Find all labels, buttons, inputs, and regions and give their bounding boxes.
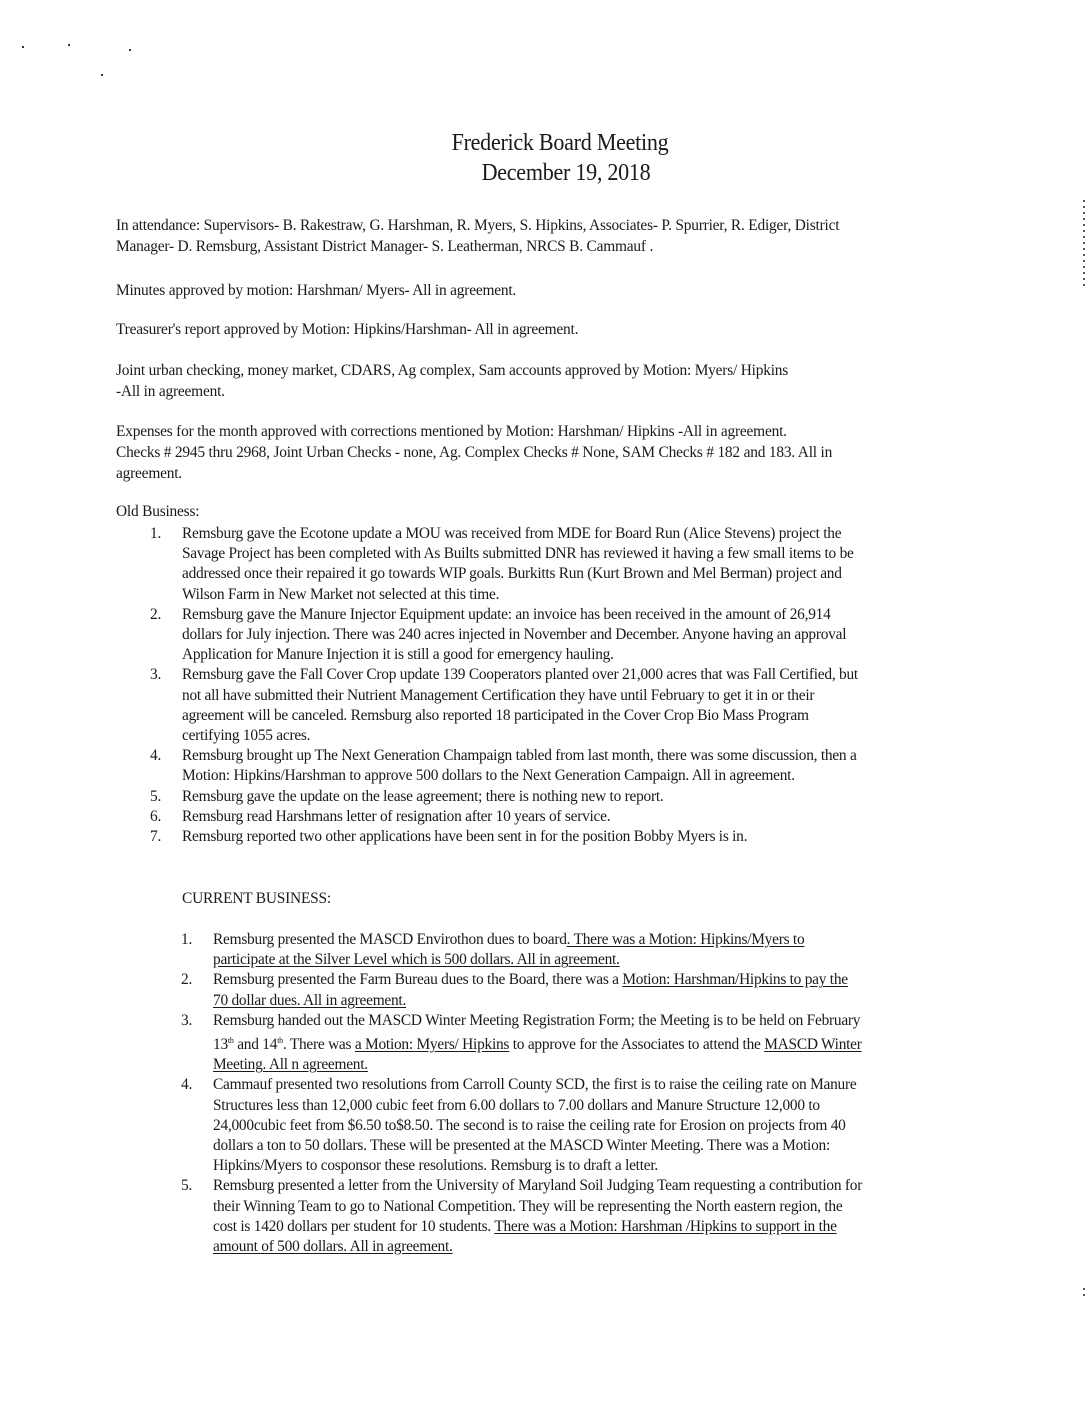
list-item: 1. Remsburg presented the MASCD Envirothon dues to board. There was a Motion: Hipkins/Myers to participate at the Silver Level which is 500 dollars. All in agreement. xyxy=(181,931,805,969)
list-item: 2. Remsburg gave the Manure Injector Equipment update: an invoice has been received in the amount of 26,914 dollars for July injection. There was 240 acres injected in November and December. Anyone having an approval Application for Manure Injection it is still a good for emergency hauling. xyxy=(150,605,847,664)
list-item: 3. Remsburg gave the Fall Cover Crop update 139 Cooperators planted over 21,000 acres that was Fall Certified, but not all have submitted their Nutrient Management Certification they have until February to get it in or their agreement will be canceled. Remsburg also reported 18 participated in the Cover Crop Bio Mass Program certifying 1055 acres. xyxy=(150,666,858,745)
old-business-list xyxy=(150,524,1002,847)
scan-edge-marks xyxy=(1083,1288,1085,1300)
list-item: 5. Remsburg presented a letter from the University of Maryland Soil Judging Team requesting a contribution for their Winning Team to go to National Competition. They will be representing the North eastern region, the cost is 1420 dollars per student for 10 students. There was a Motion: Harshman /Hipkins to support in the amount of 500 dollars. All in agreement. xyxy=(181,1177,863,1256)
scan-speck xyxy=(129,49,131,51)
treasurer-paragraph: Treasurer's report approved by Motion: Hipkins/Harshman- All in agreement. xyxy=(116,321,579,338)
document-date: December 19, 2018 xyxy=(481,160,651,186)
scan-speck xyxy=(101,74,103,76)
accounts-paragraph: Joint urban checking, money market, CDARS, Ag complex, Sam accounts approved by Motion: Myers/ Hipkins -All in agreement. xyxy=(116,362,789,400)
list-item: 4. Cammauf presented two resolutions from Carroll County SCD, the first is to raise the ceiling rate on Manure Structures less than 12,000 cubic feet from 6.00 dollars to 7.00 dollars and Manure Structure 12,000 to 24,000cubic feet from $6.50 to$8.50. The second is to raise the ceiling rate for Erosion on projects from 40 dollars a ton to 50 dollars. These will be presented at the MASCD Winter Meeting. There was a Motion: Hipkins/Myers to cosponsor these resolutions. Remsburg is to draft a letter. xyxy=(181,1076,857,1175)
list-item: 5. Remsburg gave the update on the lease agreement; there is nothing new to report. xyxy=(150,787,664,805)
document-title: Frederick Board Meeting xyxy=(451,130,669,156)
scan-speck xyxy=(68,44,70,46)
minutes-paragraph: Minutes approved by motion: Harshman/ Myers- All in agreement. xyxy=(116,282,517,299)
old-business-heading: Old Business: xyxy=(116,503,200,520)
current-business-heading: CURRENT BUSINESS: xyxy=(182,890,331,907)
list-item: 2. Remsburg presented the Farm Bureau dues to the Board, there was a Motion: Harshman/Hipkins to pay the 70 dollar dues. All in agreement. xyxy=(181,971,848,1009)
current-business-list xyxy=(181,930,1003,1257)
scan-speck xyxy=(22,46,24,48)
list-item: 1. Remsburg gave the Ecotone update a MOU was received from MDE for Board Run (Alice Stevens) project the Savage Project has been completed with As Builts submitted DNR has reviewed it having a few small items to be addressed once their repaired it go towards WIP goals. Burkitts Run (Kurt Brown and Mel Berman) project and Wilson Farm in New Market not selected at this time. xyxy=(150,525,854,603)
attendance-paragraph: In attendance: Supervisors- B. Rakestraw, G. Harshman, R. Myers, S. Hipkins, Associates- P. Spurrier, R. Ediger, District Manager- D. Remsburg, Assistant District Manager- S. Leatherman, NRCS B. Cammauf . xyxy=(116,217,840,255)
scan-edge-marks xyxy=(1083,200,1085,290)
expenses-paragraph: Expenses for the month approved with corrections mentioned by Motion: Harshman/ Hipkins -All in agreement. Checks # 2945 thru 2968, Joint Urban Checks - none, Ag. Complex Checks # None, SAM Checks # 182 and 183. All in agreement. xyxy=(116,423,833,482)
list-item: 4. Remsburg brought up The Next Generation Champaign tabled from last month, there was some discussion, then a Motion: Hipkins/Harshman to approve 500 dollars to the Next Generation Campaign. All in agreement. xyxy=(150,747,857,785)
list-item: 7. Remsburg reported two other applications have been sent in for the position Bobby Myers is in. xyxy=(150,828,748,846)
list-item: 6. Remsburg read Harshmans letter of resignation after 10 years of service. xyxy=(150,807,611,825)
list-item: 3. Remsburg handed out the MASCD Winter Meeting Registration Form; the Meeting is to be held on February 13th and 14th. There was a Motion: Myers/ Hipkins to approve for the Associates to attend the MASCD Winter Meeting. All n agreement. xyxy=(181,1011,862,1074)
